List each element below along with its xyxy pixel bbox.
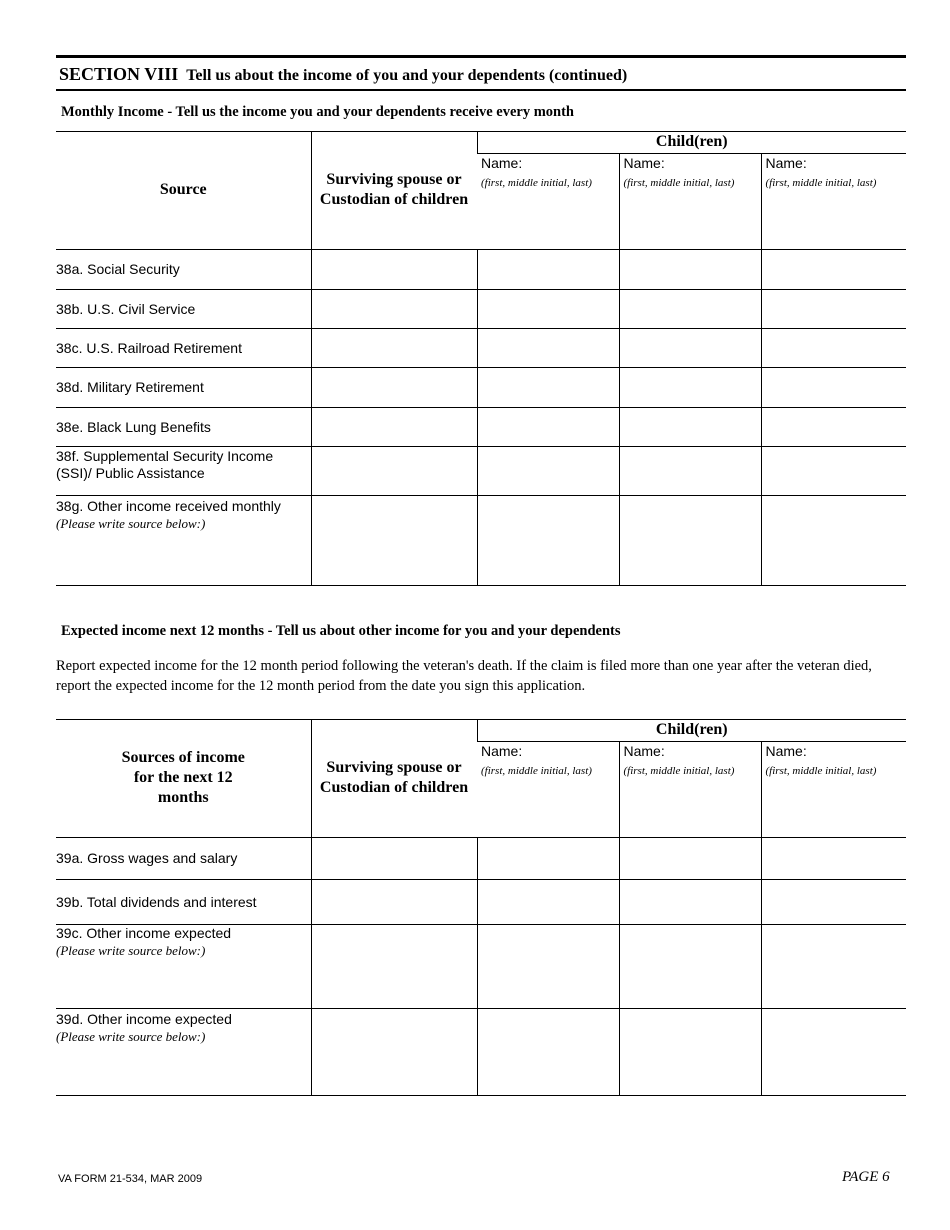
cell-38d-child-2[interactable] bbox=[619, 367, 761, 407]
row-label-38a: 38a. Social Security bbox=[56, 249, 311, 289]
cell-39c-child-2[interactable] bbox=[619, 924, 761, 1008]
cell-38e-spouse[interactable] bbox=[311, 407, 477, 446]
cell-39d-child-3[interactable] bbox=[761, 1008, 906, 1095]
cell-38a-child-1[interactable] bbox=[477, 249, 619, 289]
section-heading bbox=[59, 64, 627, 85]
page-number: PAGE 6 bbox=[842, 1169, 890, 1185]
section-title: Tell us about the income of you and your dependents (continued) bbox=[186, 67, 628, 84]
expected-instructions: Report expected income for the 12 month period following the veteran's death. If the claim is filed more than one year after the veteran died, report the expected income for the 12 month period from the date you sign this application. bbox=[56, 658, 872, 694]
name-hint: (first, middle initial, last) bbox=[623, 176, 735, 189]
expected-child-3-name[interactable] bbox=[761, 741, 906, 837]
expected-col-spouse: Surviving spouse or Custodian of children bbox=[311, 720, 477, 837]
cell-39c-child-3[interactable] bbox=[761, 924, 906, 1008]
cell-38b-child-3[interactable] bbox=[761, 289, 906, 328]
cell-38e-child-3[interactable] bbox=[761, 407, 906, 446]
cell-39b-child-2[interactable] bbox=[619, 879, 761, 924]
monthly-child-2-name[interactable] bbox=[619, 153, 761, 249]
cell-38d-child-1[interactable] bbox=[477, 367, 619, 407]
row-label-39c-text: 39c. Other income expected bbox=[56, 924, 232, 941]
section-top-rule bbox=[56, 55, 906, 58]
cell-39d-child-2[interactable] bbox=[619, 1008, 761, 1095]
row-label-39c bbox=[56, 924, 311, 1008]
row-note-39c: (Please write source below:) bbox=[56, 942, 206, 958]
row-label-39a: 39a. Gross wages and salary bbox=[56, 837, 311, 879]
form-identifier: VA FORM 21-534, MAR 2009 bbox=[58, 1173, 203, 1185]
cell-38c-spouse[interactable] bbox=[311, 328, 477, 367]
name-hint: (first, middle initial, last) bbox=[481, 764, 592, 777]
cell-39a-spouse[interactable] bbox=[311, 837, 477, 879]
cell-38b-child-1[interactable] bbox=[477, 289, 619, 328]
expected-child-2-name[interactable] bbox=[619, 741, 761, 837]
cell-39a-child-2[interactable] bbox=[619, 837, 761, 879]
monthly-income-table bbox=[56, 132, 906, 586]
cell-39b-child-1[interactable] bbox=[477, 879, 619, 924]
cell-39c-spouse[interactable] bbox=[311, 924, 477, 1008]
cell-38e-child-2[interactable] bbox=[619, 407, 761, 446]
expected-heading: Expected income next 12 months - Tell us about other income for you and your dependents bbox=[61, 623, 621, 639]
name-hint: (first, middle initial, last) bbox=[765, 764, 877, 777]
monthly-col-source: Source bbox=[56, 132, 311, 249]
row-label-38f-text: 38f. Supplemental Security Income (SSI)/ Public Assistance bbox=[56, 447, 274, 481]
cell-38a-spouse[interactable] bbox=[311, 249, 477, 289]
cell-38d-spouse[interactable] bbox=[311, 367, 477, 407]
cell-39d-spouse[interactable] bbox=[311, 1008, 477, 1095]
expected-child-1-name[interactable] bbox=[477, 741, 619, 837]
monthly-heading: Monthly Income - Tell us the income you and your dependents receive every month bbox=[61, 104, 575, 120]
row-label-38g bbox=[56, 495, 311, 585]
expected-col-source bbox=[56, 720, 311, 837]
cell-38b-child-2[interactable] bbox=[619, 289, 761, 328]
section-number: SECTION VIII bbox=[59, 64, 179, 84]
cell-39b-child-3[interactable] bbox=[761, 879, 906, 924]
cell-38a-child-2[interactable] bbox=[619, 249, 761, 289]
cell-39b-spouse[interactable] bbox=[311, 879, 477, 924]
row-label-38c: 38c. U.S. Railroad Retirement bbox=[56, 328, 311, 367]
row-label-38b: 38b. U.S. Civil Service bbox=[56, 289, 311, 328]
name-label: Name: bbox=[481, 742, 523, 759]
monthly-child-1-name[interactable] bbox=[477, 153, 619, 249]
cell-39a-child-1[interactable] bbox=[477, 837, 619, 879]
row-label-39b: 39b. Total dividends and interest bbox=[56, 879, 311, 924]
row-note-39d: (Please write source below:) bbox=[56, 1028, 206, 1044]
cell-38c-child-1[interactable] bbox=[477, 328, 619, 367]
row-note-38g: (Please write source below:) bbox=[56, 515, 206, 531]
expected-col-source-text: Sources of income for the next 12 months bbox=[121, 749, 245, 807]
row-label-38d: 38d. Military Retirement bbox=[56, 367, 311, 407]
name-label: Name: bbox=[765, 154, 807, 171]
cell-39a-child-3[interactable] bbox=[761, 837, 906, 879]
cell-38f-child-3[interactable] bbox=[761, 446, 906, 495]
cell-38a-child-3[interactable] bbox=[761, 249, 906, 289]
expected-income-table bbox=[56, 720, 906, 1096]
row-label-39d-text: 39d. Other income expected bbox=[56, 1010, 232, 1027]
cell-39d-child-1[interactable] bbox=[477, 1008, 619, 1095]
cell-38d-child-3[interactable] bbox=[761, 367, 906, 407]
section-bottom-rule bbox=[56, 89, 906, 91]
row-label-39d bbox=[56, 1008, 311, 1095]
cell-38g-child-3[interactable] bbox=[761, 495, 906, 585]
cell-39c-child-1[interactable] bbox=[477, 924, 619, 1008]
cell-38f-child-1[interactable] bbox=[477, 446, 619, 495]
cell-38g-spouse[interactable] bbox=[311, 495, 477, 585]
name-hint: (first, middle initial, last) bbox=[623, 764, 735, 777]
name-label: Name: bbox=[623, 154, 665, 171]
row-label-38e: 38e. Black Lung Benefits bbox=[56, 407, 311, 446]
cell-38e-child-1[interactable] bbox=[477, 407, 619, 446]
cell-38f-spouse[interactable] bbox=[311, 446, 477, 495]
monthly-col-spouse: Surviving spouse or Custodian of children bbox=[311, 132, 477, 249]
cell-38f-child-2[interactable] bbox=[619, 446, 761, 495]
expected-col-children: Child(ren) bbox=[477, 720, 906, 741]
name-label: Name: bbox=[481, 154, 523, 171]
row-label-38f bbox=[56, 446, 311, 495]
name-hint: (first, middle initial, last) bbox=[481, 176, 592, 189]
name-hint: (first, middle initial, last) bbox=[765, 176, 877, 189]
monthly-child-3-name[interactable] bbox=[761, 153, 906, 249]
cell-38g-child-2[interactable] bbox=[619, 495, 761, 585]
name-label: Name: bbox=[623, 742, 665, 759]
cell-38g-child-1[interactable] bbox=[477, 495, 619, 585]
cell-38c-child-2[interactable] bbox=[619, 328, 761, 367]
name-label: Name: bbox=[765, 742, 807, 759]
row-label-38g-text: 38g. Other income received monthly bbox=[56, 497, 281, 514]
cell-38c-child-3[interactable] bbox=[761, 328, 906, 367]
monthly-col-children: Child(ren) bbox=[477, 132, 906, 153]
cell-38b-spouse[interactable] bbox=[311, 289, 477, 328]
